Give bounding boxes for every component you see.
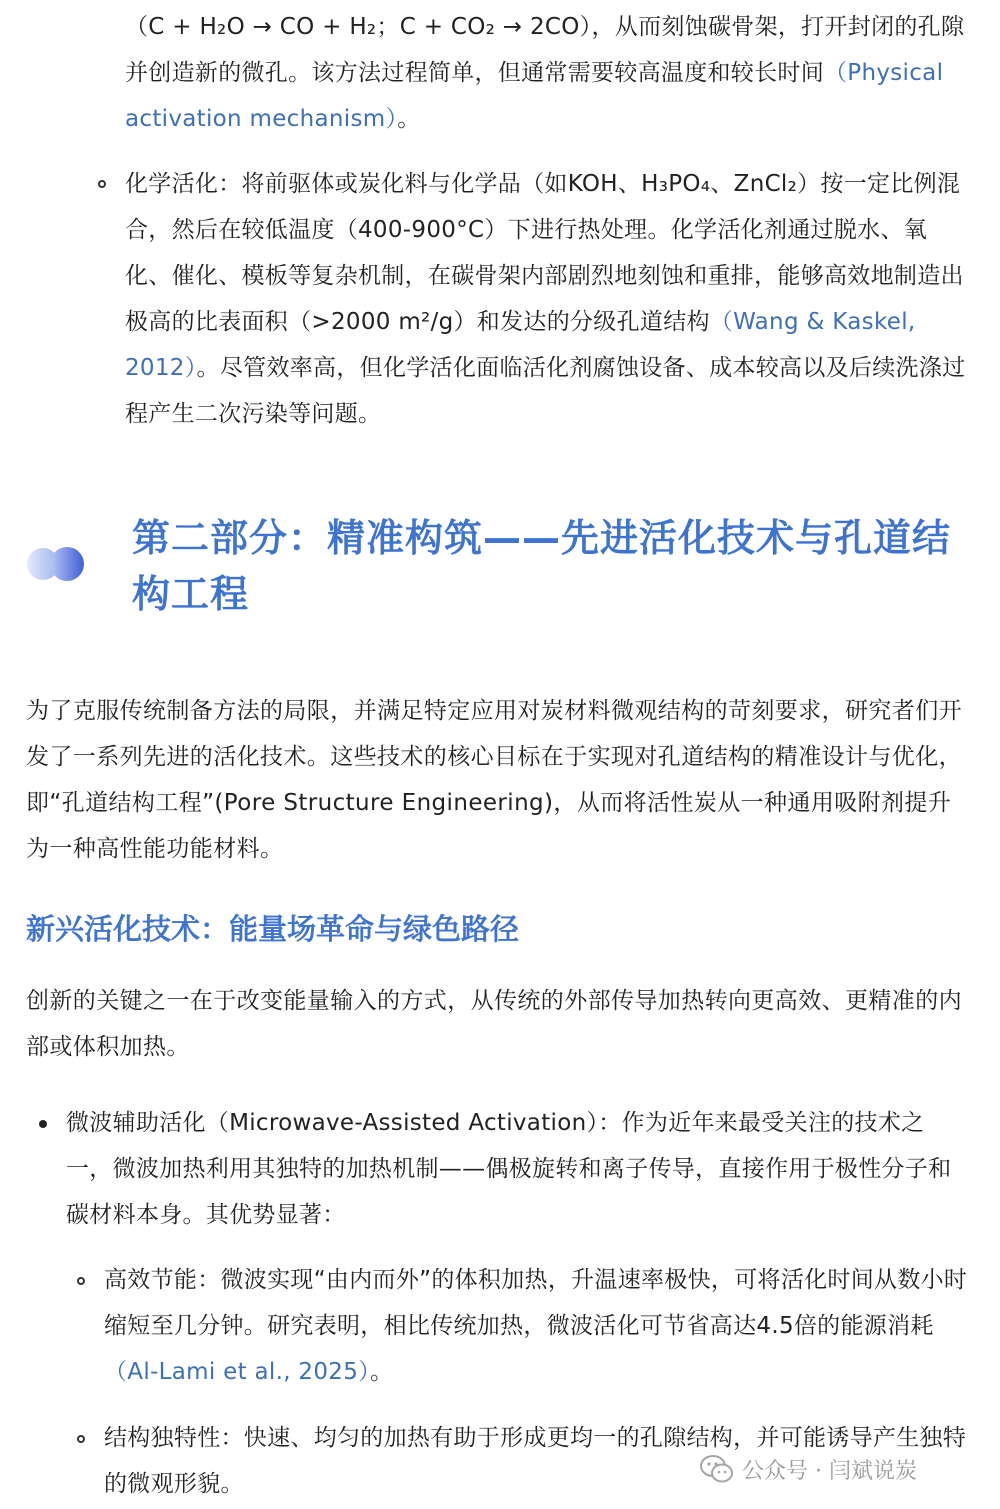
paragraph-end: 。 (369, 1359, 394, 1385)
paragraph-text: 为了克服传统制备方法的局限，并满足特定应用对炭材料微观结构的苛刻要求，研究者们开发了一系列先进的活化技术。这些技术的核心目标在于实现对孔道结构的精准设计与优化，即“孔道结构工程”(Pore Structure Engineering)，从而将活性炭从一种通用吸附剂提升为一种高性能功能材料。 (26, 698, 962, 862)
section-circles-icon (26, 546, 88, 582)
citation-link[interactable]: （Physical activation mechanism） (125, 60, 944, 132)
subsection-title: 新兴活化技术：能量场革命与绿色路径 (26, 912, 520, 946)
chemical-activation-item (125, 161, 970, 437)
paragraph-end: 。尽管效率高，但化学活化面临活化剂腐蚀设备、成本较高以及后续洗涤过程产生二次污染等问题。 (125, 355, 966, 427)
efficiency-item (104, 1257, 970, 1395)
subsection-paragraph (26, 978, 970, 1070)
hollow-bullet-icon (77, 1435, 85, 1443)
physical-activation-paragraph (125, 4, 970, 142)
intro-paragraph (26, 688, 970, 872)
paragraph-text: 高效节能：微波实现“由内而外”的体积加热，升温速率极快，可将活化时间从数小时缩短至几分钟。研究表明，相比传统加热，微波活化可节省高达4.5倍的能源消耗 (104, 1267, 968, 1339)
microwave-activation-item (66, 1100, 970, 1238)
paragraph-text: 结构独特性：快速、均匀的加热有助于形成更均一的孔隙结构，并可能诱导产生独特的微观形貌。 (104, 1425, 967, 1497)
paragraph-text: 化学活化：将前驱体或炭化料与化学品（如KOH、H₃PO₄、ZnCl₂）按一定比例混合，然后在较低温度（400-900°C）下进行热处理。化学活化剂通过脱水、氧化、催化、模板等复杂机制，在碳骨架内部剧烈地刻蚀和重排，能够高效地制造出极高的比表面积（>2000 m²/g）和发达的分级孔道结构 (125, 171, 964, 335)
paragraph-end: 。 (397, 106, 421, 132)
hollow-bullet-icon (77, 1277, 85, 1285)
watermark-text: 公众号 · 闫斌说炭 (742, 1458, 917, 1484)
citation-link[interactable]: （Al-Lami et al., 2025） (104, 1359, 370, 1385)
paragraph-text: 创新的关键之一在于改变能量输入的方式，从传统的外部传导加热转向更高效、更精准的内部或体积加热。 (26, 988, 962, 1060)
paragraph-text: 微波辅助活化（Microwave-Assisted Activation）：作为近年来最受关注的技术之一，微波加热利用其独特的加热机制——偶极旋转和离子传导，直接作用于极性分子和碳材料本身。其优势显著： (66, 1110, 952, 1228)
solid-bullet-icon (39, 1120, 47, 1128)
wechat-icon (700, 1454, 734, 1484)
paragraph-text: （C + H₂O → CO + H₂；C + CO₂ → 2CO），从而刻蚀碳骨架，打开封闭的孔隙并创造新的微孔。该方法过程简单，但通常需要较高温度和较长时间 (125, 14, 965, 86)
citation-link[interactable]: （Wang & Kaskel, 2012） (125, 309, 916, 381)
section-title: 第二部分：精准构筑——先进活化技术与孔道结构工程 (132, 516, 952, 616)
watermark (700, 1447, 917, 1491)
hollow-bullet-icon (98, 180, 106, 188)
